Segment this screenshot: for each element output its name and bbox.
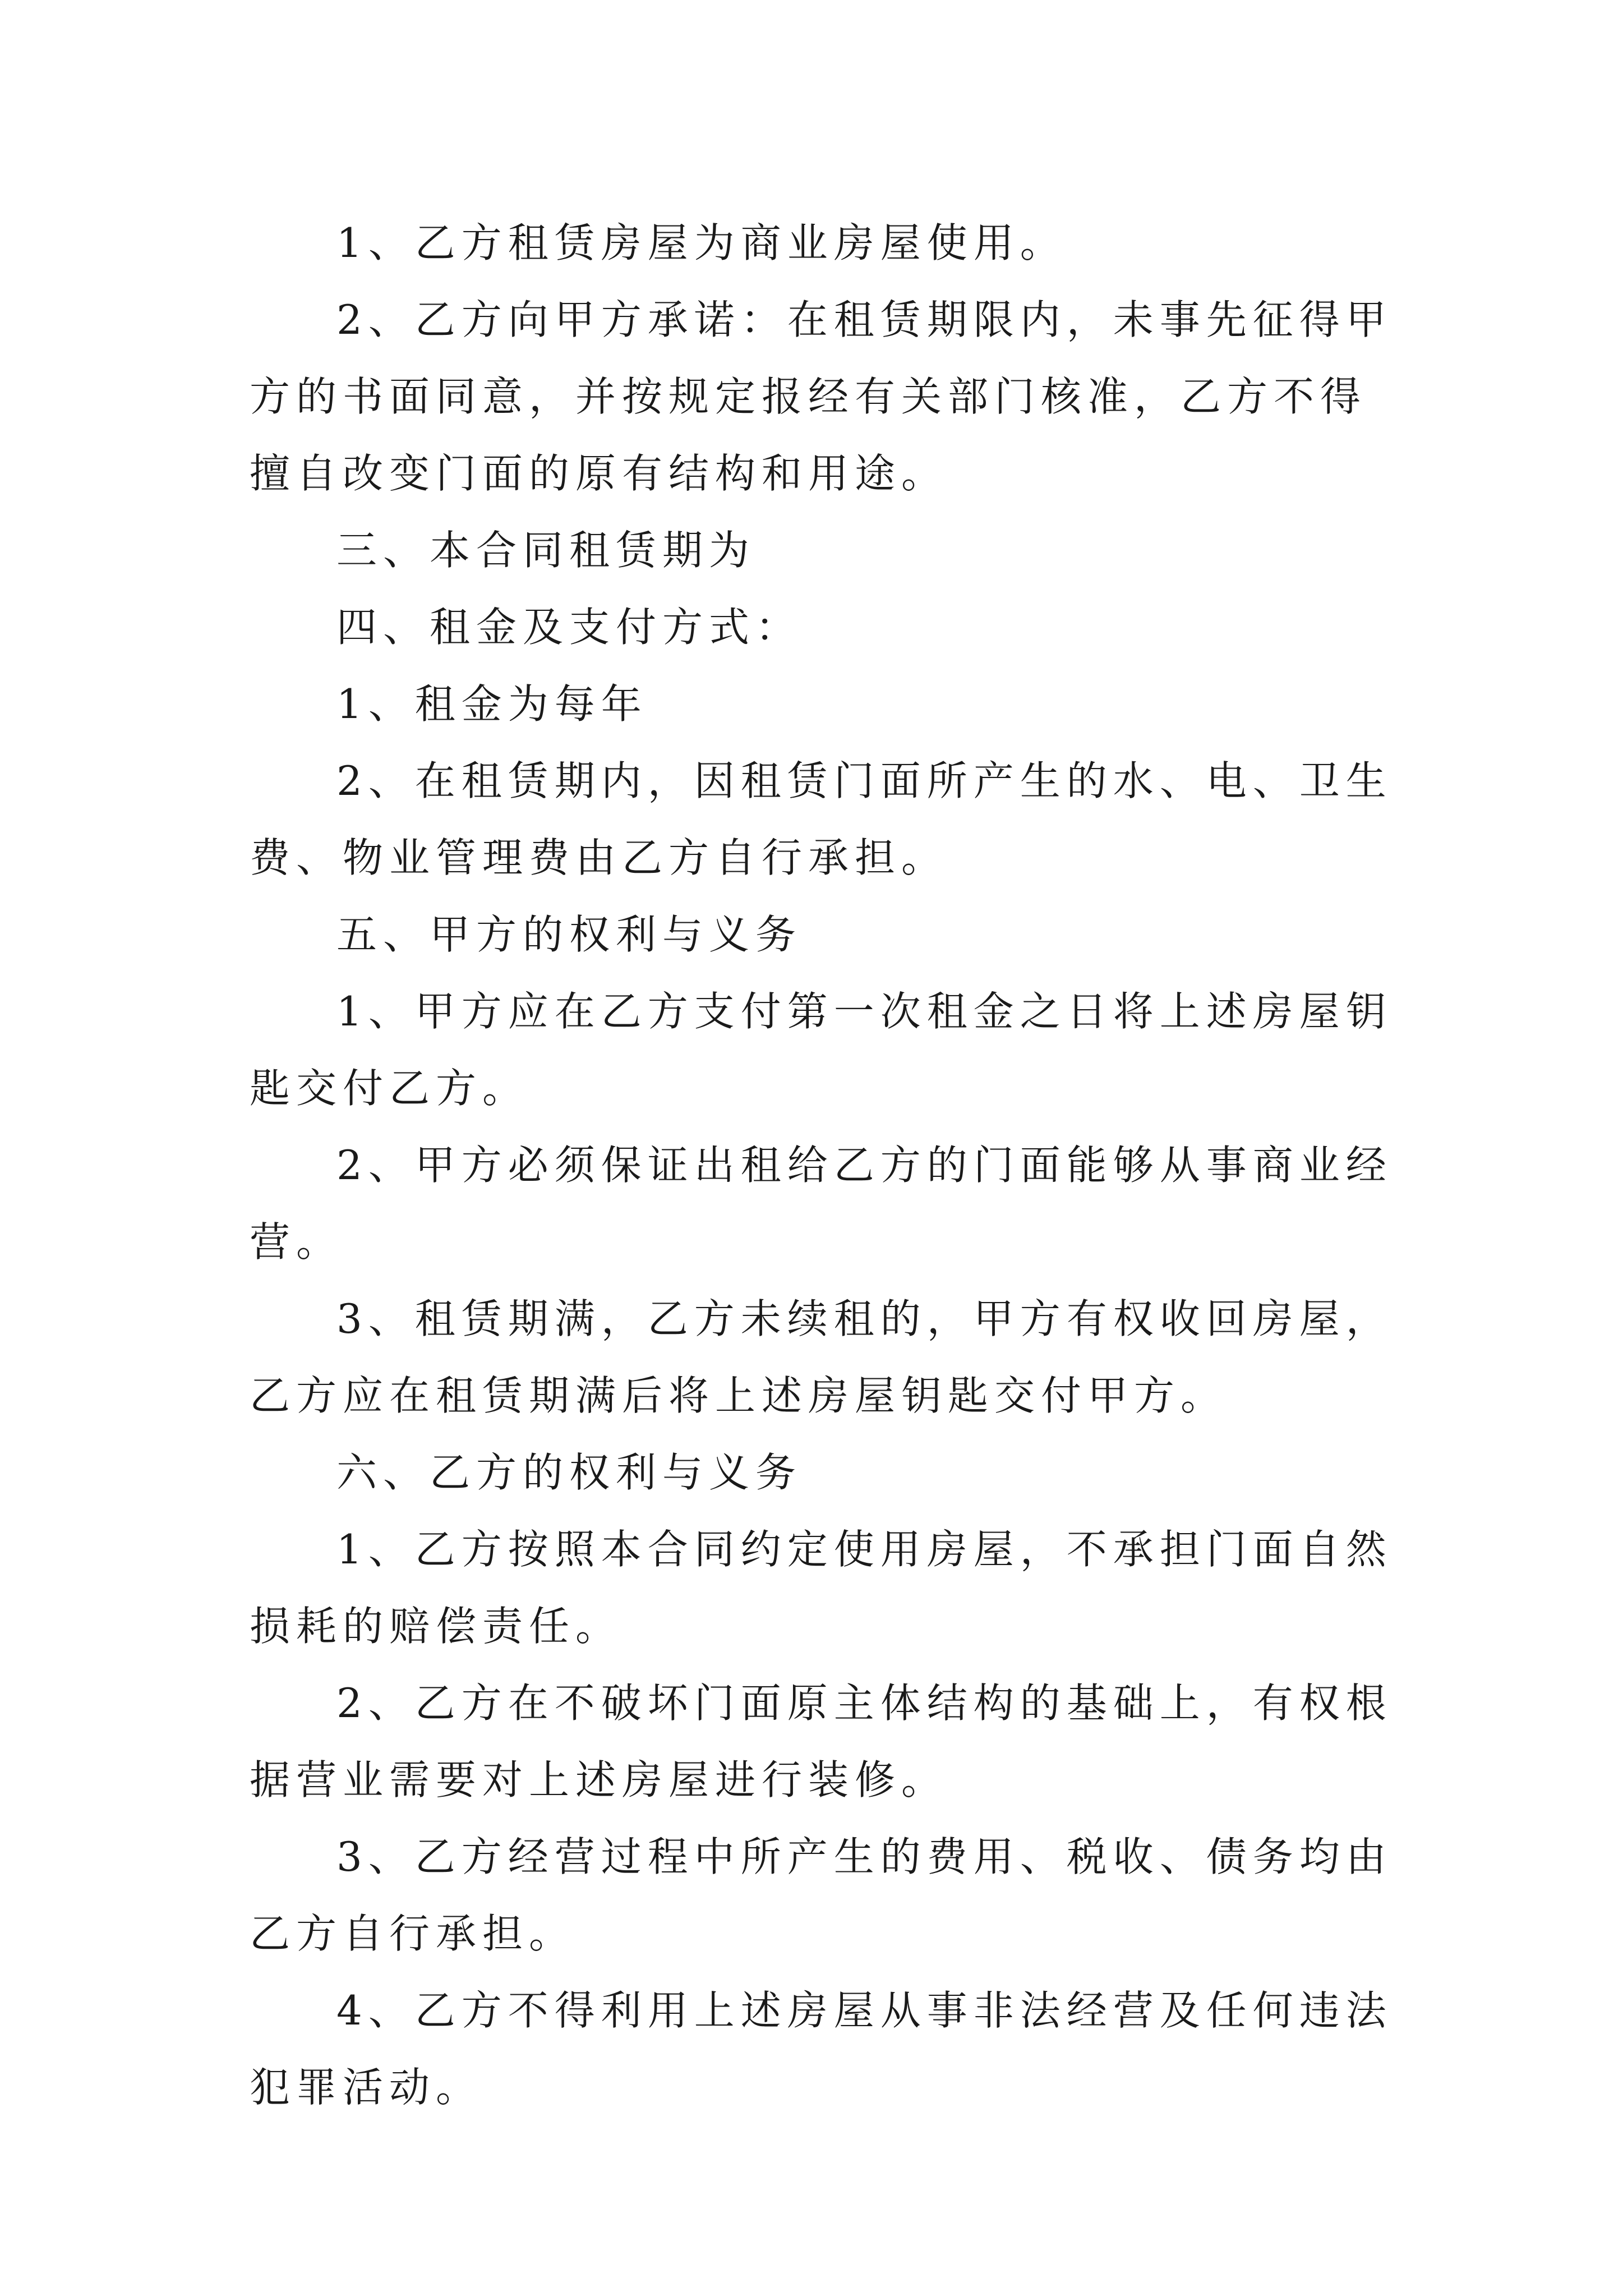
paragraph-9: 2、甲方必须保证出租给乙方的门面能够从事商业经营。	[250, 1142, 1393, 1266]
paragraph-11: 六、乙方的权利与义务	[336, 1449, 803, 1496]
paragraph-14: 3、乙方经营过程中所产生的费用、税收、债务均由乙方自行承担。	[250, 1833, 1393, 1957]
paragraph-13: 2、乙方在不破坏门面原主体结构的基础上，有权根据营业需要对上述房屋进行装修。	[250, 1680, 1393, 1803]
paragraph-2: 2、乙方向甲方承诺：在租赁期限内，未事先征得甲方的书面同意，并按规定报经有关部门核准，乙方不得 擅自改变门面的原有结构和用途。	[250, 296, 1393, 497]
paragraph-4: 四、租金及支付方式：	[336, 604, 803, 651]
paragraph-10: 3、租赁期满，乙方未续租的，甲方有权收回房屋，乙方应在租赁期满后将上述房屋钥匙交付甲方。	[250, 1295, 1393, 1419]
paragraph-3: 三、本合同租赁期为	[336, 527, 756, 574]
paragraph-12: 1、乙方按照本合同约定使用房屋，不承担门面自然损耗的赔偿责任。	[250, 1526, 1393, 1650]
paragraph-1: 1、乙方租赁房屋为商业房屋使用。	[336, 219, 1067, 266]
paragraph-7: 五、甲方的权利与义务	[336, 911, 803, 958]
paragraph-5: 1、租金为每年	[336, 680, 648, 728]
paragraph-8: 1、甲方应在乙方支付第一次租金之日将上述房屋钥匙交付乙方。	[250, 988, 1393, 1112]
paragraph-15: 4、乙方不得利用上述房屋从事非法经营及任何违法犯罪活动。	[250, 1987, 1393, 2111]
document-body	[250, 205, 1394, 2126]
paragraph-6: 2、在租赁期内，因租赁门面所产生的水、电、卫生费、物业管理费由乙方自行承担。	[250, 757, 1393, 881]
